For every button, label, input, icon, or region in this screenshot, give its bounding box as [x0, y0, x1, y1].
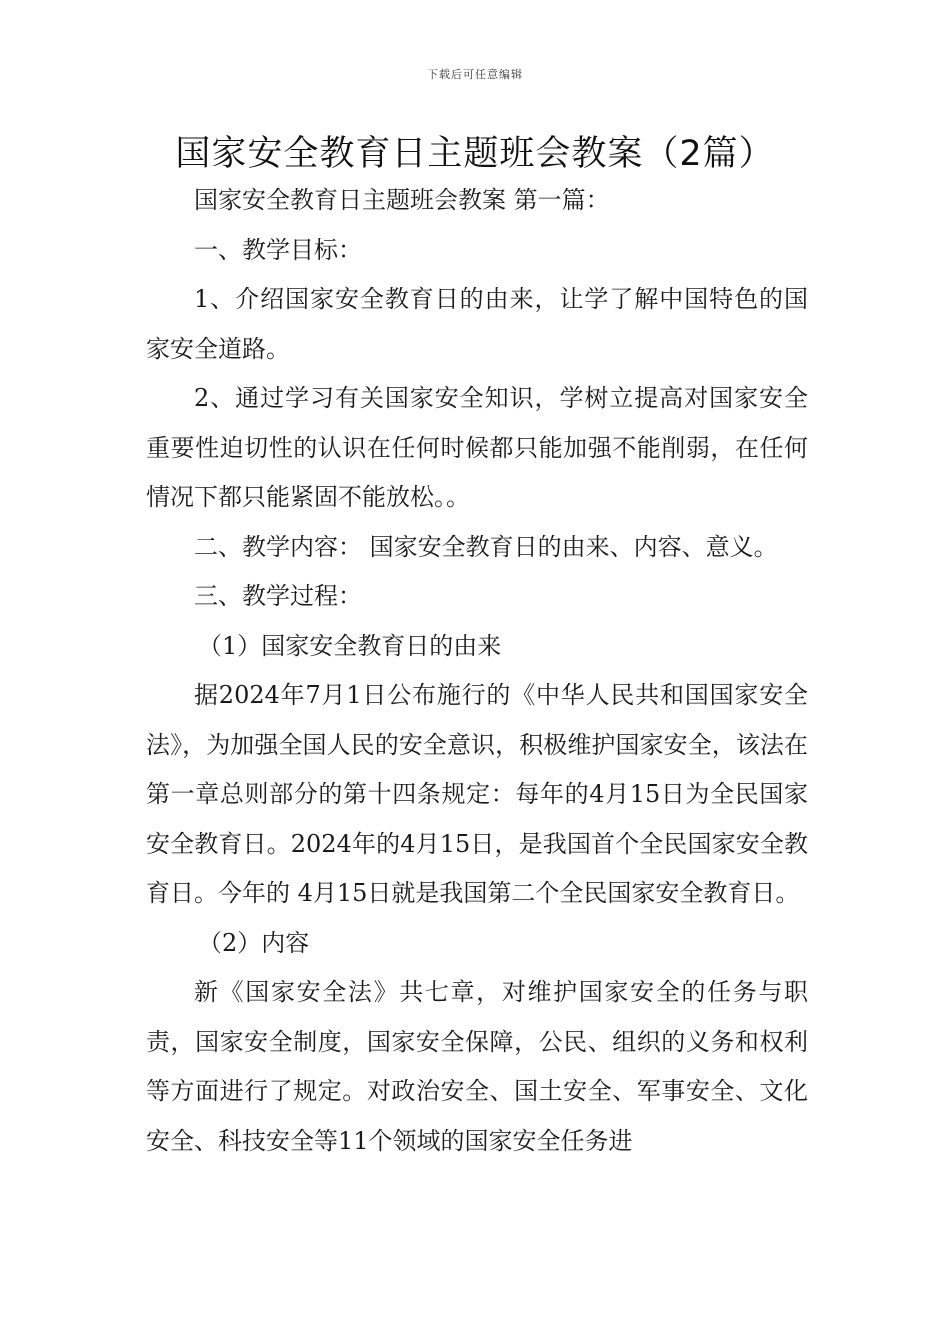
paragraph-section-process: 三、教学过程： [194, 582, 362, 610]
paragraph-content-body: 新《国家安全法》共七章，对维护国家安全的任务与职责，国家安全制度，国家安全保障，公民、组织的义务和权利等方面进行了规定。对政治安全、国土安全、军事安全、文化安全、科技安全等11个领域的国家安全任务进 [146, 978, 808, 1155]
paragraph-lesson-heading: 国家安全教育日主题班会教案 第一篇： [194, 186, 610, 214]
paragraph-subheading-content: （2）内容 [198, 928, 310, 957]
paragraph-section-content: 二、教学内容： 国家安全教育日的由来、内容、意义。 [194, 532, 778, 561]
header-note: 下载后可任意编辑 [427, 68, 523, 81]
paragraph-goal-2: 2、通过学习有关国家安全知识，学树立提高对国家安全重要性迫切性的认识在任何时候都只能加强不能削弱，在任何情况下都只能紧固不能放松。。 [146, 384, 808, 511]
paragraph-section-goals: 一、教学目标： [194, 235, 362, 264]
paragraph-subheading-origin: （1）国家安全教育日的由来 [198, 631, 502, 660]
paragraph-goal-1: 1、介绍国家安全教育日的由来，让学了解中国特色的国家安全道路。 [146, 285, 808, 363]
document-body [146, 176, 808, 1166]
paragraph-origin-body: 据2024年7月1日公布施行的《中华人民共和国国家安全法》，为加强全国人民的安全意识，积极维护国家安全，该法在第一章总则部分的第十四条规定：每年的4月15日为全民国家安全教育日。2024年的4月15日，是我国首个全民国家安全教育日。今年的 4月15日就是我国第二个全民国家安全教育日。 [146, 681, 808, 907]
document-title: 国家安全教育日主题班会教案（2篇） [175, 134, 775, 174]
